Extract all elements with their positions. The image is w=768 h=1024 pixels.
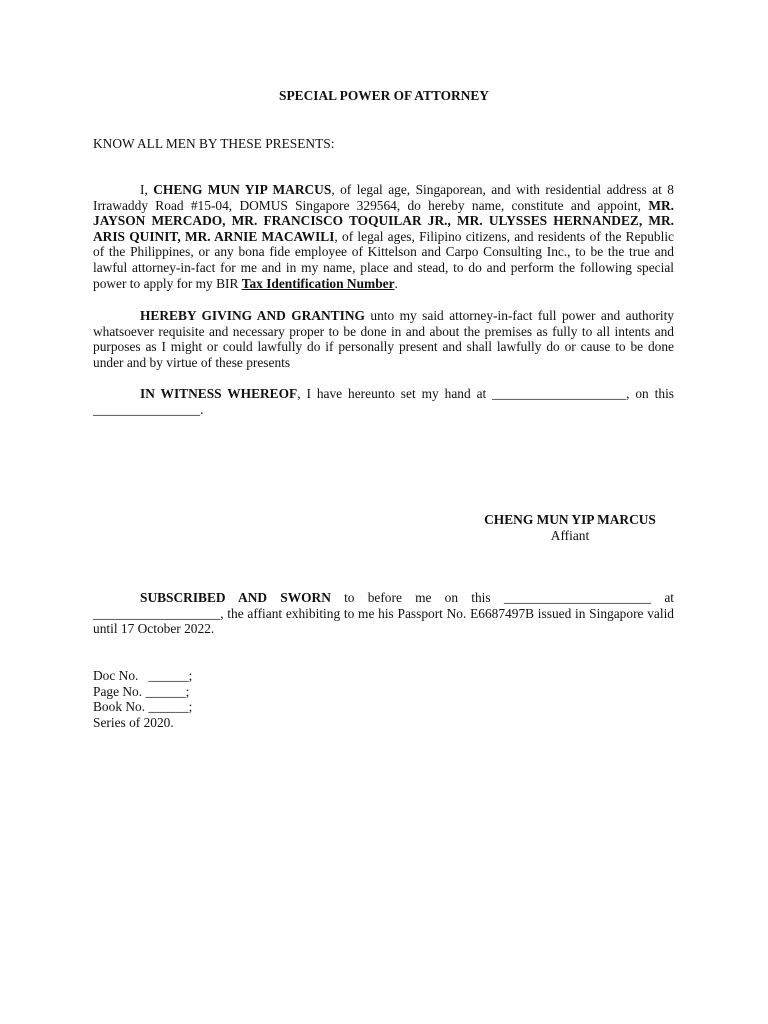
witness-text-1: , I have hereunto set my hand at bbox=[297, 386, 493, 401]
witness-date-blank: ________________ bbox=[93, 401, 201, 417]
witness-lead: IN WITNESS WHEREOF bbox=[140, 386, 298, 401]
p1-prefix: I, bbox=[140, 182, 154, 197]
doc-no: Doc No. ______; bbox=[93, 668, 193, 683]
signatory-name: CHENG MUN YIP MARCUS bbox=[484, 512, 656, 527]
witness-end: . bbox=[200, 401, 204, 417]
witness-place-blank: ____________________ bbox=[492, 386, 627, 401]
jurat-date-blank: ______________________ bbox=[503, 590, 652, 605]
p1-text-2: , of legal ages, Filipino citizens, and residents of the Republic of the Philippines, or any bona fide employee of Kittelson and Carpo Consulting Inc., to be the true and lawful attorney-in-fact for me and in my name, place and stead, to do and perform the following special power to apply for my BIR bbox=[93, 228, 674, 291]
granting-text: unto my said attorney-in-fact full power and authority whatsoever requisite and necessary proper to be done in and about the premises as fully to all intents and purposes as I might or could lawfully do if personally present and shall lawfully do or cause to be done under and by virtue of these presents bbox=[93, 308, 674, 370]
p1-end: . bbox=[394, 275, 398, 291]
page-no: Page No. ______; bbox=[93, 683, 190, 699]
tin-phrase: Tax Identification Number bbox=[241, 275, 395, 291]
intro-line: KNOW ALL MEN BY THESE PRESENTS: bbox=[93, 136, 335, 151]
signatory-role: Affiant bbox=[550, 527, 590, 543]
notarial-register bbox=[93, 668, 192, 730]
jurat-lead: SUBSCRIBED AND SWORN bbox=[140, 590, 331, 605]
witness-paragraph bbox=[93, 386, 674, 417]
grantor-name: CHENG MUN YIP MARCUS bbox=[153, 182, 332, 197]
book-no: Book No. ______; bbox=[93, 699, 193, 715]
jurat-paragraph bbox=[93, 590, 674, 637]
granting-paragraph bbox=[93, 308, 674, 370]
signature-block bbox=[470, 512, 670, 543]
series-year: Series of 2020. bbox=[93, 714, 174, 730]
jurat-text-3: , the affiant exhibiting to me his Passport No. E6687497B issued in Singapore valid until 17 October 2022. bbox=[93, 605, 674, 637]
appointment-paragraph bbox=[93, 182, 674, 291]
jurat-text-1: to before me on this bbox=[330, 590, 504, 605]
jurat-text-2: at bbox=[651, 590, 674, 605]
document-title: SPECIAL POWER OF ATTORNEY bbox=[279, 88, 489, 103]
attorney-names: MR. JAYSON MERCADO, MR. FRANCISCO TOQUILAR JR., MR. ULYSSES HERNANDEZ, MR. ARIS QUINIT, MR. ARNIE MACAWILI bbox=[93, 197, 674, 244]
jurat-place-blank: ___________________ bbox=[93, 605, 221, 621]
p1-text-1: , of legal age, Singaporean, and with residential address at 8 Irrawaddy Road #15-04, DOMUS Singapore 329564, do hereby name, constitute and appoint, bbox=[93, 182, 675, 213]
witness-text-2: , on this bbox=[626, 386, 674, 401]
granting-lead: HEREBY GIVING AND GRANTING bbox=[140, 308, 365, 323]
